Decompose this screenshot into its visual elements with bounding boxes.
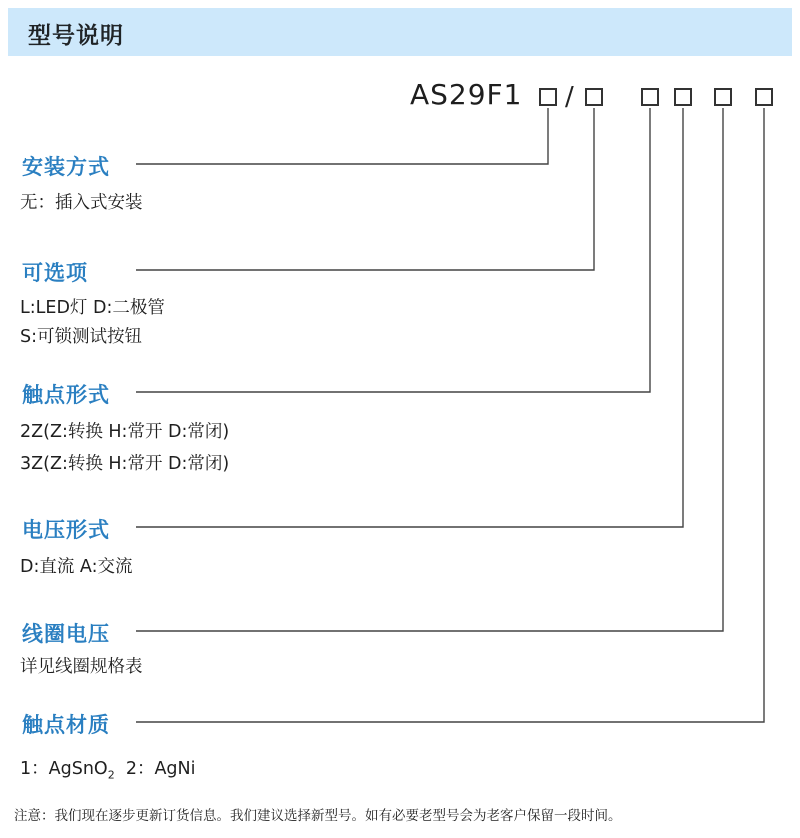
section-line-options-2: S:可锁测试按钮 bbox=[20, 327, 143, 347]
connector-options bbox=[136, 108, 594, 270]
section-title-coil-voltage: 线圈电压 bbox=[22, 622, 110, 646]
section-title-options: 可选项 bbox=[22, 261, 88, 285]
page-title: 型号说明 bbox=[28, 23, 124, 49]
section-line-contact-form-1: 2Z(Z:转换 H:常开 D:常闭) bbox=[20, 422, 230, 442]
model-code: AS29F1 bbox=[410, 78, 523, 111]
connector-contact-material bbox=[136, 108, 764, 722]
section-title-mounting: 安装方式 bbox=[22, 155, 110, 179]
section-line-mounting-1: 无：插入式安装 bbox=[20, 193, 143, 213]
section-line-voltage-type-1: D:直流 A:交流 bbox=[20, 557, 133, 577]
code-slash: / bbox=[565, 82, 574, 112]
section-title-contact-form: 触点形式 bbox=[22, 383, 110, 407]
section-line-contact-form-2: 3Z(Z:转换 H:常开 D:常闭) bbox=[20, 454, 230, 474]
section-title-voltage-type: 电压形式 bbox=[22, 518, 110, 542]
footer-note: 注意：我们现在逐步更新订货信息。我们建议选择新型号。如有必要老型号会为老客户保留一段时间。 bbox=[14, 808, 622, 824]
section-title-contact-material: 触点材质 bbox=[22, 713, 110, 737]
section-line-coil-voltage-1: 详见线圈规格表 bbox=[20, 657, 143, 677]
connector-coil-voltage bbox=[136, 108, 723, 631]
connector-contact-form bbox=[136, 108, 650, 392]
material-1-subscript: 2 bbox=[107, 768, 115, 782]
connector-mounting bbox=[136, 108, 548, 164]
section-line-contact-material-1 bbox=[20, 755, 196, 782]
section-line-options-1: L:LED灯 D:二极管 bbox=[20, 298, 165, 318]
material-2-text: 2：AgNi bbox=[114, 759, 196, 779]
material-1-text: 1：AgSnO bbox=[20, 759, 108, 779]
